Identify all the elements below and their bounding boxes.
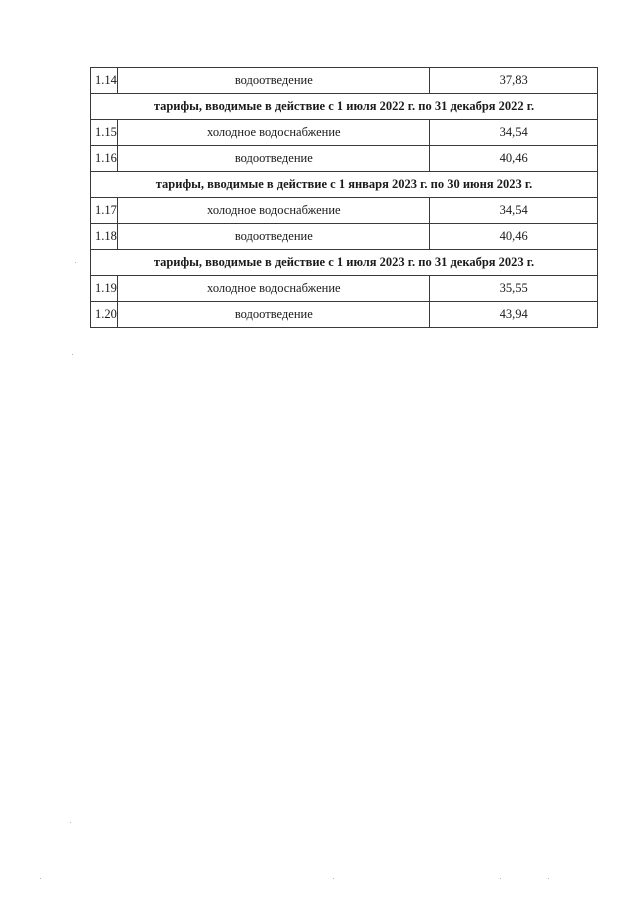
- scan-speck: [500, 878, 501, 879]
- tariff-value: 37,83: [430, 68, 598, 94]
- section-title: тарифы, вводимые в действие с 1 июля 2023 г. по 31 декабря 2023 г.: [91, 250, 598, 276]
- table-row: [91, 120, 598, 146]
- table-row: [91, 302, 598, 328]
- tariff-value: 40,46: [430, 146, 598, 172]
- section-header-row: [91, 250, 598, 276]
- row-number: 1.17: [91, 198, 118, 224]
- tariff-value: 34,54: [430, 120, 598, 146]
- section-header-row: [91, 94, 598, 120]
- service-name: водоотведение: [118, 302, 430, 328]
- row-number: 1.20: [91, 302, 118, 328]
- table-row: [91, 224, 598, 250]
- scan-speck: [70, 822, 71, 823]
- scan-speck: [548, 878, 549, 879]
- scan-speck: [333, 878, 334, 879]
- service-name: холодное водоснабжение: [118, 198, 430, 224]
- section-title: тарифы, вводимые в действие с 1 января 2023 г. по 30 июня 2023 г.: [91, 172, 598, 198]
- service-name: водоотведение: [118, 68, 430, 94]
- table-row: [91, 146, 598, 172]
- tariff-value: 40,46: [430, 224, 598, 250]
- table-row: [91, 276, 598, 302]
- row-number: 1.19: [91, 276, 118, 302]
- tariff-value: 34,54: [430, 198, 598, 224]
- section-header-row: [91, 172, 598, 198]
- section-title: тарифы, вводимые в действие с 1 июля 2022 г. по 31 декабря 2022 г.: [91, 94, 598, 120]
- scan-speck: [75, 262, 76, 263]
- tariff-table: [90, 67, 598, 328]
- row-number: 1.14: [91, 68, 118, 94]
- row-number: 1.18: [91, 224, 118, 250]
- service-name: холодное водоснабжение: [118, 276, 430, 302]
- row-number: 1.15: [91, 120, 118, 146]
- table-row: [91, 68, 598, 94]
- scan-speck: [72, 354, 73, 355]
- row-number: 1.16: [91, 146, 118, 172]
- tariff-value: 35,55: [430, 276, 598, 302]
- service-name: холодное водоснабжение: [118, 120, 430, 146]
- service-name: водоотведение: [118, 146, 430, 172]
- service-name: водоотведение: [118, 224, 430, 250]
- scan-speck: [40, 878, 41, 879]
- table-row: [91, 198, 598, 224]
- tariff-value: 43,94: [430, 302, 598, 328]
